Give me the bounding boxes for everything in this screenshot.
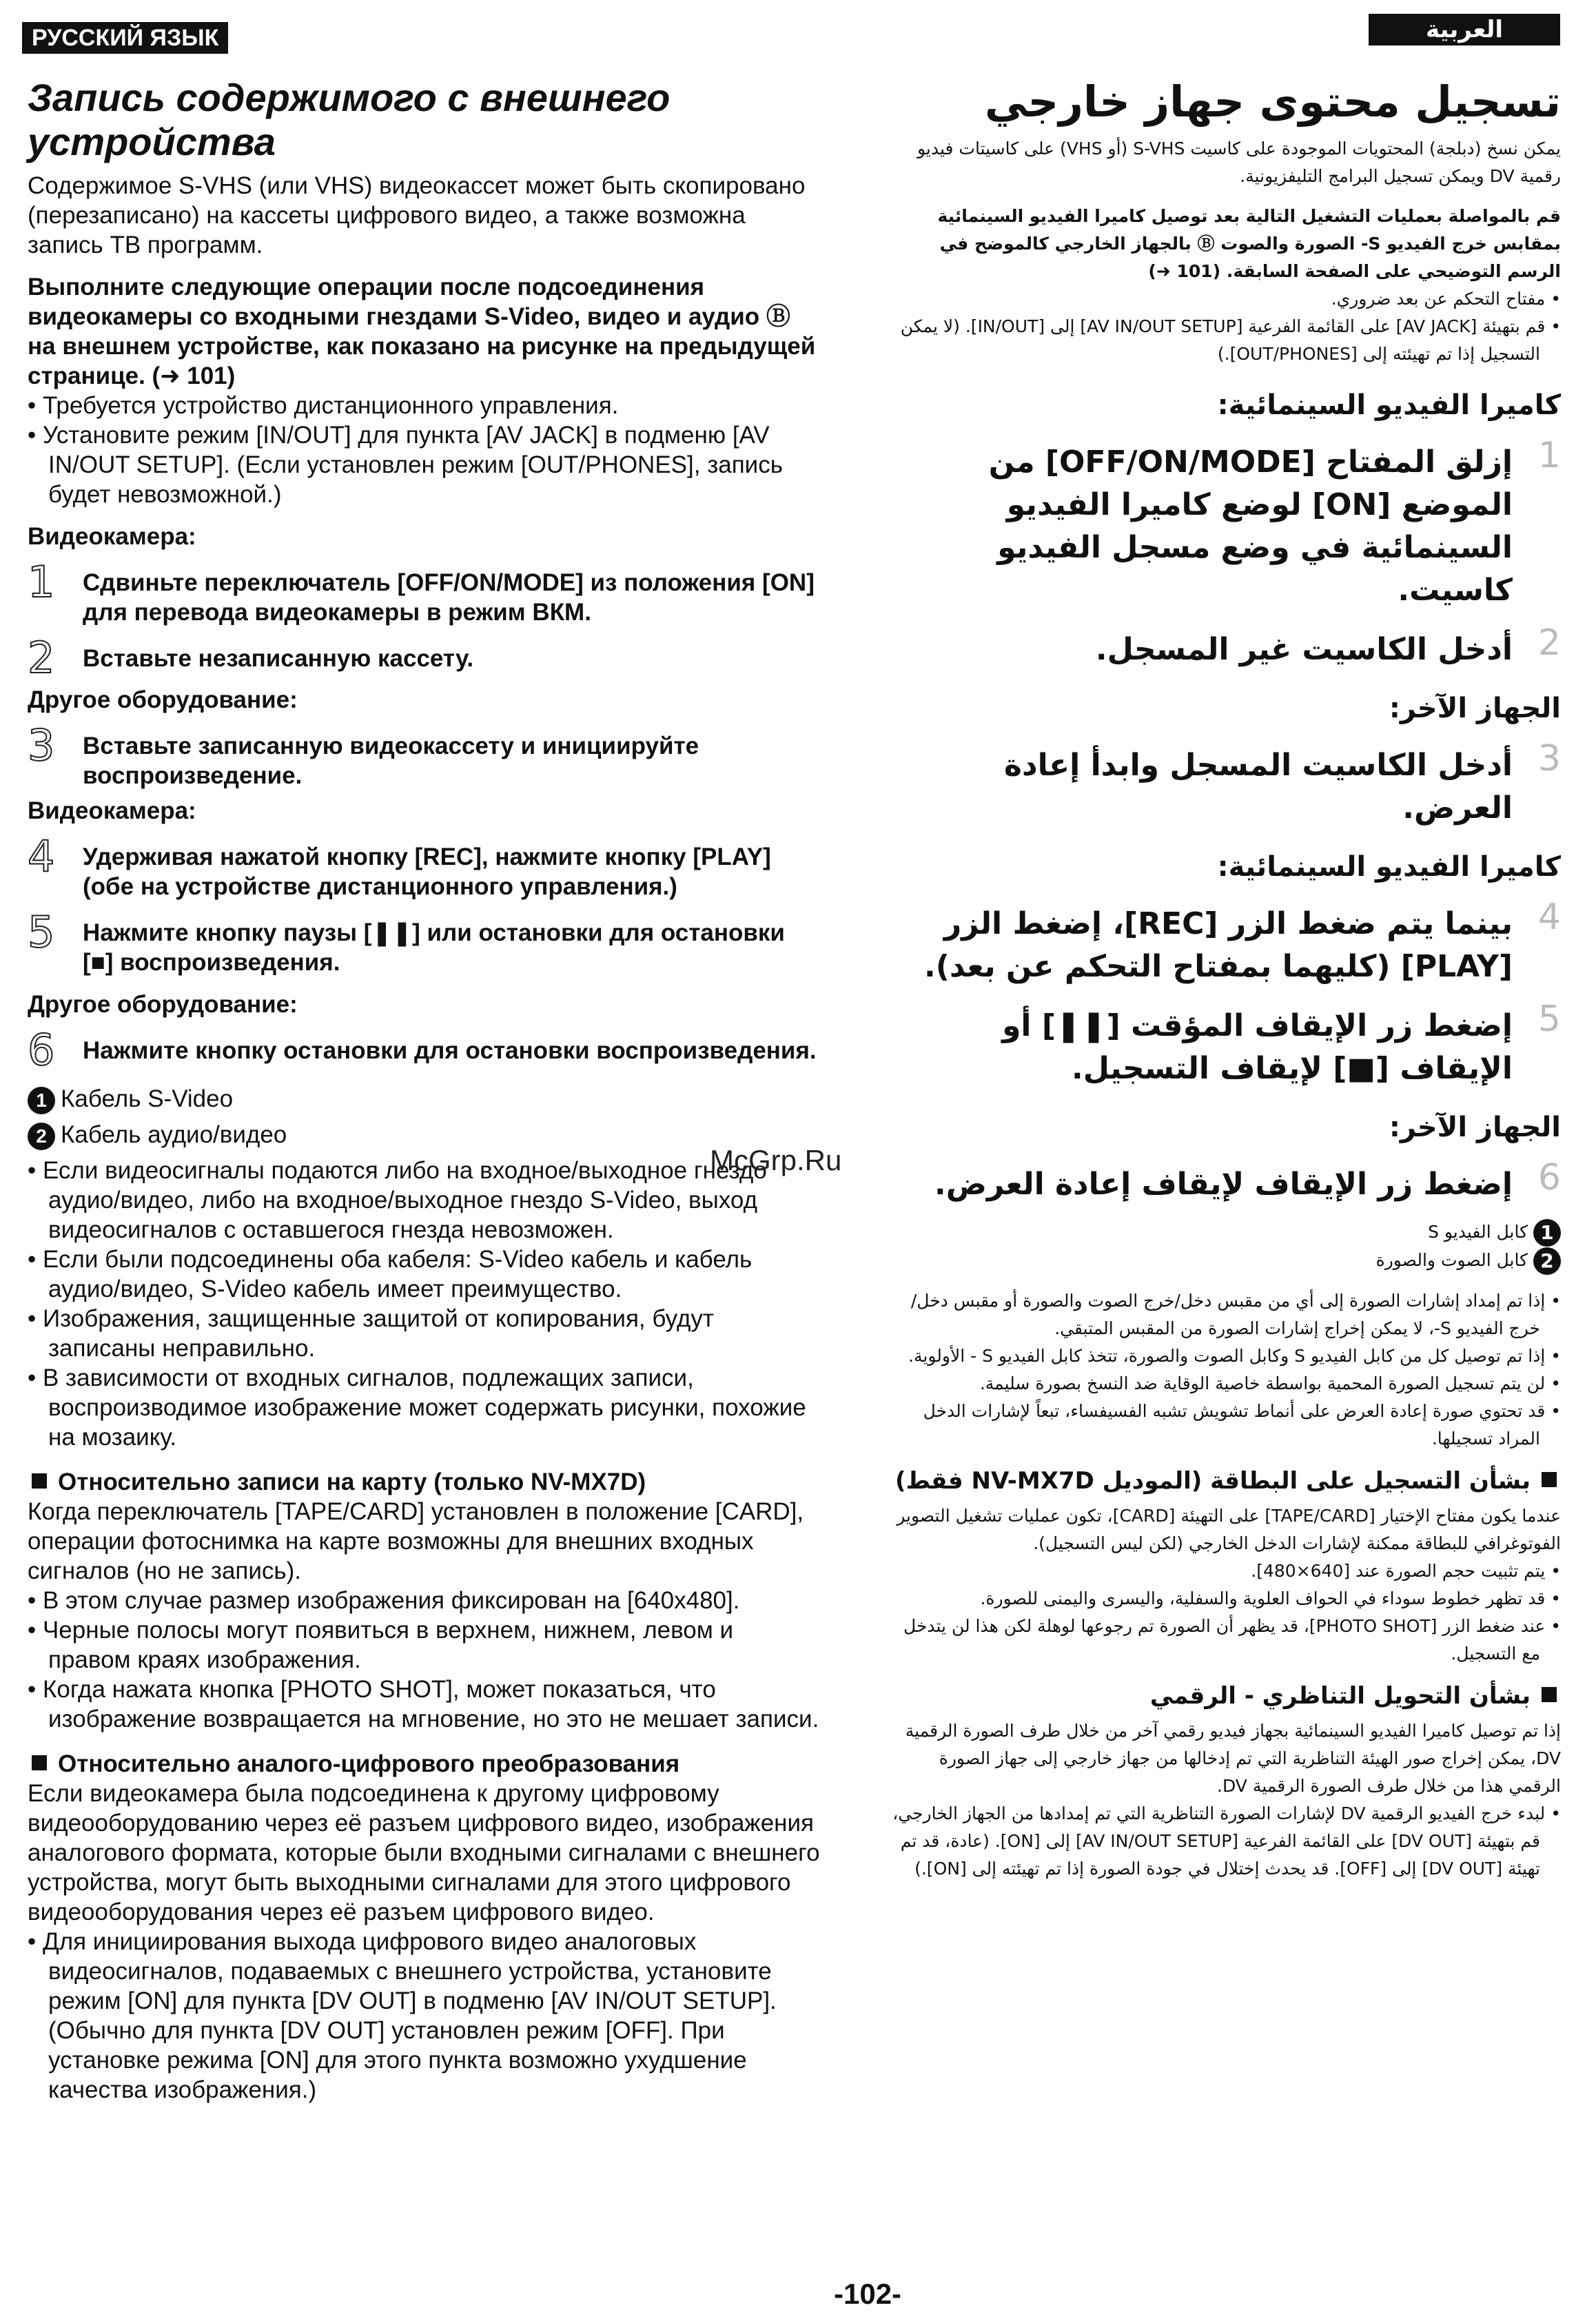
step-text: Нажмите кнопку паузы [❚❚] или остановки для остановки [■] воспроизведения. [83, 919, 785, 976]
ru-step-6 [28, 1025, 820, 1075]
step-number: 6 [1537, 1157, 1561, 1198]
step-text: Удерживая нажатой кнопку [REC], нажмите кнопку [PLAY] (обе на устройстве дистанционного управления.) [83, 843, 771, 900]
ru-label-other-2: Другое оборудование: [28, 991, 298, 1018]
ar-cable-2: 2كابل الصوت والصورة [889, 1247, 1561, 1275]
step-text: إضغط زر الإيقاف لإيقاف إعادة العرض. [934, 1167, 1513, 1202]
step-number: 4 [28, 831, 55, 881]
ar-step-2 [889, 622, 1561, 671]
square-bullet-icon [32, 1755, 47, 1770]
ar-step-6 [889, 1156, 1561, 1206]
ru-card-body: Когда переключатель [TAPE/CARD] установлен в положение [CARD], операции фотоснимка на карте возможны для внешних входных сигналов (но не запись). [28, 1497, 804, 1584]
ru-note: • В этом случае размер изображения фиксирован на [640x480]. [28, 1586, 740, 1614]
ru-label-camera-2: Видеокамера: [28, 797, 196, 824]
ar-note: • إذا تم إمداد إشارات الصورة إلى أي من مقبس دخل/خرج الصوت والصورة أو مقبس دخل/خرج الفيديو S-، لا يمكن إخراج إشارات الصورة من المقبس المتبقي. [910, 1291, 1561, 1338]
ru-step-5 [28, 907, 820, 977]
step-number: 1 [1537, 435, 1561, 476]
ar-note: • قد تظهر خطوط سوداء في الحواف العلوية والسفلية، واليسرى واليمنى للصورة. [980, 1588, 1561, 1608]
ar-note: • قم بتهيئة [AV JACK] على القائمة الفرعية [AV IN/OUT SETUP] إلى [IN/OUT]. (لا يمكن التسجيل إذا تم تهيئته إلى [OUT/PHONES].) [900, 316, 1561, 364]
step-number: 5 [28, 907, 55, 957]
ru-instruction: Выполните следующие операции после подсоединения видеокамеры со входными гнездами S-Video, видео и аудио Ⓑ на внешнем устройстве, как показано на рисунке на предыдущей странице. (➜ 101) [28, 274, 816, 389]
ru-card-heading: Относительно записи на карту (только NV-MX7D) [28, 1467, 820, 1497]
ar-note: • إذا تم توصيل كل من كابل الفيديو S وكابل الصوت والصورة، تتخذ كابل الفيديو S - الأولوية. [908, 1346, 1561, 1366]
ru-cable-1: 1 Кабель S-Video [28, 1084, 820, 1114]
ar-note: • قد تحتوي صورة إعادة العرض على أنماط تشويش تشبه الفسيفساء، تبعاً لإشارات الدخل المراد تسجيلها. [923, 1401, 1561, 1449]
ar-note: • يتم تثبيت حجم الصورة عند [640×480]. [1251, 1561, 1561, 1581]
ru-note: • Когда нажата кнопка [PHOTO SHOT], может показаться, что изображение возвращается на мгновение, но это не мешает записи. [28, 1675, 819, 1732]
step-number: 1 [28, 557, 55, 607]
ru-intro: Содержимое S-VHS (или VHS) видеокассет может быть скопировано (перезаписано) на кассеты цифрового видео, а также возможна запись ТВ программ. [28, 172, 806, 258]
ar-label-camera-2: كاميرا الفيديو السينمائية: [1217, 851, 1561, 883]
ru-page-title: Запись содержимого с внешнего устройства [28, 76, 671, 163]
square-bullet-icon [32, 1473, 47, 1489]
ru-note: • Изображения, защищенные защитой от копирования, будут записаны неправильно. [28, 1305, 714, 1362]
ar-step-4 [889, 896, 1561, 988]
ar-step-3 [889, 737, 1561, 830]
ar-label-other-2: الجهاز الآخر: [1389, 1112, 1561, 1143]
circled-number-1: 1 [1533, 1219, 1561, 1247]
step-text: Вставьте незаписанную кассету. [83, 645, 474, 672]
step-number: 6 [28, 1025, 55, 1075]
ru-adc-body: Если видеокамера была подсоединена к другому цифровому видеооборудованию через её разъем цифрового видео, изображения аналогового формата, которые были входными сигналами с внешнего устройства, могут быть выходными сигналами для этого цифрового видеооборудования через её разъем цифрового видео. [28, 1779, 820, 1925]
ar-card-heading: بشأن التسجيل على البطاقة (الموديل NV-MX7D فقط) [889, 1465, 1561, 1497]
ru-label-other: Другое оборудование: [28, 686, 298, 713]
ru-step-4 [28, 831, 820, 901]
page-number: -102- [834, 2278, 902, 2310]
step-text: Сдвиньте переключатель [OFF/ON/MODE] из положения [ON] для перевода видеокамеры в режим ВКМ. [83, 569, 815, 626]
arabic-column [889, 76, 1561, 1883]
ru-step-1 [28, 557, 820, 627]
ru-step-3 [28, 720, 820, 790]
step-number: 4 [1537, 897, 1561, 938]
ru-note: • Если были подсоединены оба кабеля: S-Video кабель и кабель аудио/видео, S-Video кабель имеет преимущество. [28, 1245, 753, 1302]
ru-step-2 [28, 633, 820, 683]
step-number: 2 [1537, 622, 1561, 664]
ar-cable-1: 1كابل الفيديو S [889, 1218, 1561, 1247]
ar-intro: يمكن نسخ (دبلجة) المحتويات الموجودة على كاسيت S-VHS (أو VHS) على كاسيتات فيديو رقمية DV ويمكن تسجيل البرامج التليفزيونية. [917, 139, 1561, 186]
ru-note: • Требуется устройство дистанционного управления. [28, 392, 619, 419]
ar-step-1 [889, 434, 1561, 612]
step-number: 5 [1537, 999, 1561, 1040]
circled-number-1: 1 [28, 1087, 55, 1114]
ar-label-other: الجهاز الآخر: [1389, 693, 1561, 724]
step-text: أدخل الكاسيت غير المسجل. [1095, 632, 1513, 667]
ar-note: • لبدء خرج الفيديو الرقمية DV لإشارات الصورة التناظرية التي تم إمدادها من الجهاز الخارجي، قم بتهيئة [DV OUT] على القائمة الفرعية [AV IN/OUT SETUP] إلى [ON]. (عادة، قد تم تهيئة [DV OUT] إلى [OFF]. قد يحدث إختلال في جودة الصورة إذا تم تهيئته إلى [ON].) [892, 1803, 1561, 1879]
ru-note: • В зависимости от входных сигналов, подлежащих записи, воспроизводимое изображение может содержать рисунки, похожие на мозаику. [28, 1364, 806, 1451]
step-text: إزلق المفتاح [OFF/ON/MODE] من الموضع [ON] لوضع كاميرا الفيديو السينمائية في وضع مسجل الفيديو كاسيت. [988, 444, 1513, 608]
ar-label-camera: كاميرا الفيديو السينمائية: [1217, 389, 1561, 421]
ru-note: • Установите режим [IN/OUT] для пункта [AV JACK] в подменю [AV IN/OUT SETUP]. (Если установлен режим [OUT/PHONES], запись будет невозможной.) [28, 422, 783, 508]
step-number: 2 [28, 633, 55, 683]
step-text: بينما يتم ضغط الزر [REC]، إضغط الزر [PLAY] (كليهما بمفتاح التحكم عن بعد). [924, 906, 1513, 984]
ar-instruction: قم بالمواصلة بعمليات التشغيل التالية بعد توصيل كاميرا الفيديو السينمائية بمقابس خرج الفيديو S- الصورة والصوت Ⓑ بالجهاز الخارجي كالموضح في الرسم التوضيحي على الصفحة السابقة. (101 ➜) [937, 206, 1561, 281]
ru-note: • Черные полосы могут появиться в верхнем, нижнем, левом и правом краях изображения. [28, 1616, 734, 1673]
step-text: إضغط زر الإيقاف المؤقت [❚❚] أو الإيقاف [■] لإيقاف التسجيل. [1002, 1008, 1513, 1086]
ru-cable-2: 2 Кабель аудио/видео [28, 1120, 820, 1150]
russian-column [28, 76, 820, 2105]
circled-number-2: 2 [1533, 1247, 1561, 1275]
square-bullet-icon [1542, 1472, 1557, 1487]
step-text: Вставьте записанную видеокассету и инициируйте воспроизведение. [83, 733, 699, 789]
square-bullet-icon [1542, 1687, 1557, 1702]
ar-note: • عند ضغط الزر [PHOTO SHOT]، قد يظهر أن الصورة تم رجوعها لوهلة لكن هذا لن يتدخل مع التسجيل. [903, 1616, 1561, 1664]
ar-note: • لن يتم تسجيل الصورة المحمية بواسطة خاصية الوقاية ضد النسخ بصورة سليمة. [979, 1373, 1561, 1393]
watermark: McGrp.Ru [710, 1144, 842, 1176]
step-number: 3 [1537, 738, 1561, 779]
ru-label-camera: Видеокамера: [28, 523, 196, 550]
ar-adc-body: إذا تم توصيل كاميرا الفيديو السينمائية بجهاز فيديو رقمي آخر من خلال طرف الصورة الرقمية DV، يمكن إخراج صور الهيئة التناظرية التي تم إدخالها من جهاز خارجي إلى جهاز الصورة الرقمي هذا من خلال طرف الصورة الرقمية DV. [905, 1721, 1561, 1796]
ru-note: • Для инициирования выхода цифрового видео аналоговых видеосигналов, подаваемых с внешнего устройства, установите режим [ON] для пункта [DV OUT] в подменю [AV IN/OUT SETUP]. (Обычно для пункта [DV OUT] установлен режим [OFF]. При установке режима [ON] для этого пункта возможно ухудшение качества изображения.) [28, 1928, 777, 2103]
ar-step-5 [889, 998, 1561, 1090]
arabic-language-tag: العربية [1369, 14, 1560, 45]
ru-adc-heading: Относительно аналого-цифрового преобразования [28, 1749, 820, 1779]
circled-number-2: 2 [28, 1123, 55, 1150]
step-text: أدخل الكاسيت المسجل وابدأ إعادة العرض. [1004, 748, 1513, 826]
ar-note: • مفتاح التحكم عن بعد ضروري. [1331, 289, 1561, 309]
ar-adc-heading: بشأن التحويل التناظري - الرقمي [889, 1680, 1561, 1712]
ar-page-title: تسجيل محتوى جهاز خارجي [984, 76, 1561, 127]
russian-language-tag: РУССКИЙ ЯЗЫК [22, 22, 228, 54]
ar-card-body: عندما يكون مفتاح الإختيار [TAPE/CARD] على التهيئة [CARD]، تكون عمليات تشغيل التصوير الفوتوغرافي للبطاقة ممكنة لإشارات الدخل الخارجي (لكن ليس التسجيل). [897, 1506, 1561, 1553]
step-number: 3 [28, 720, 55, 770]
step-text: Нажмите кнопку остановки для остановки воспроизведения. [83, 1037, 817, 1064]
ru-note: • Если видеосигналы подаются либо на входное/выходное гнездо аудио/видео, либо на входное/выходное гнездо S-Video, выход видеосигналов с оставшегося гнезда невозможен. [28, 1156, 767, 1243]
